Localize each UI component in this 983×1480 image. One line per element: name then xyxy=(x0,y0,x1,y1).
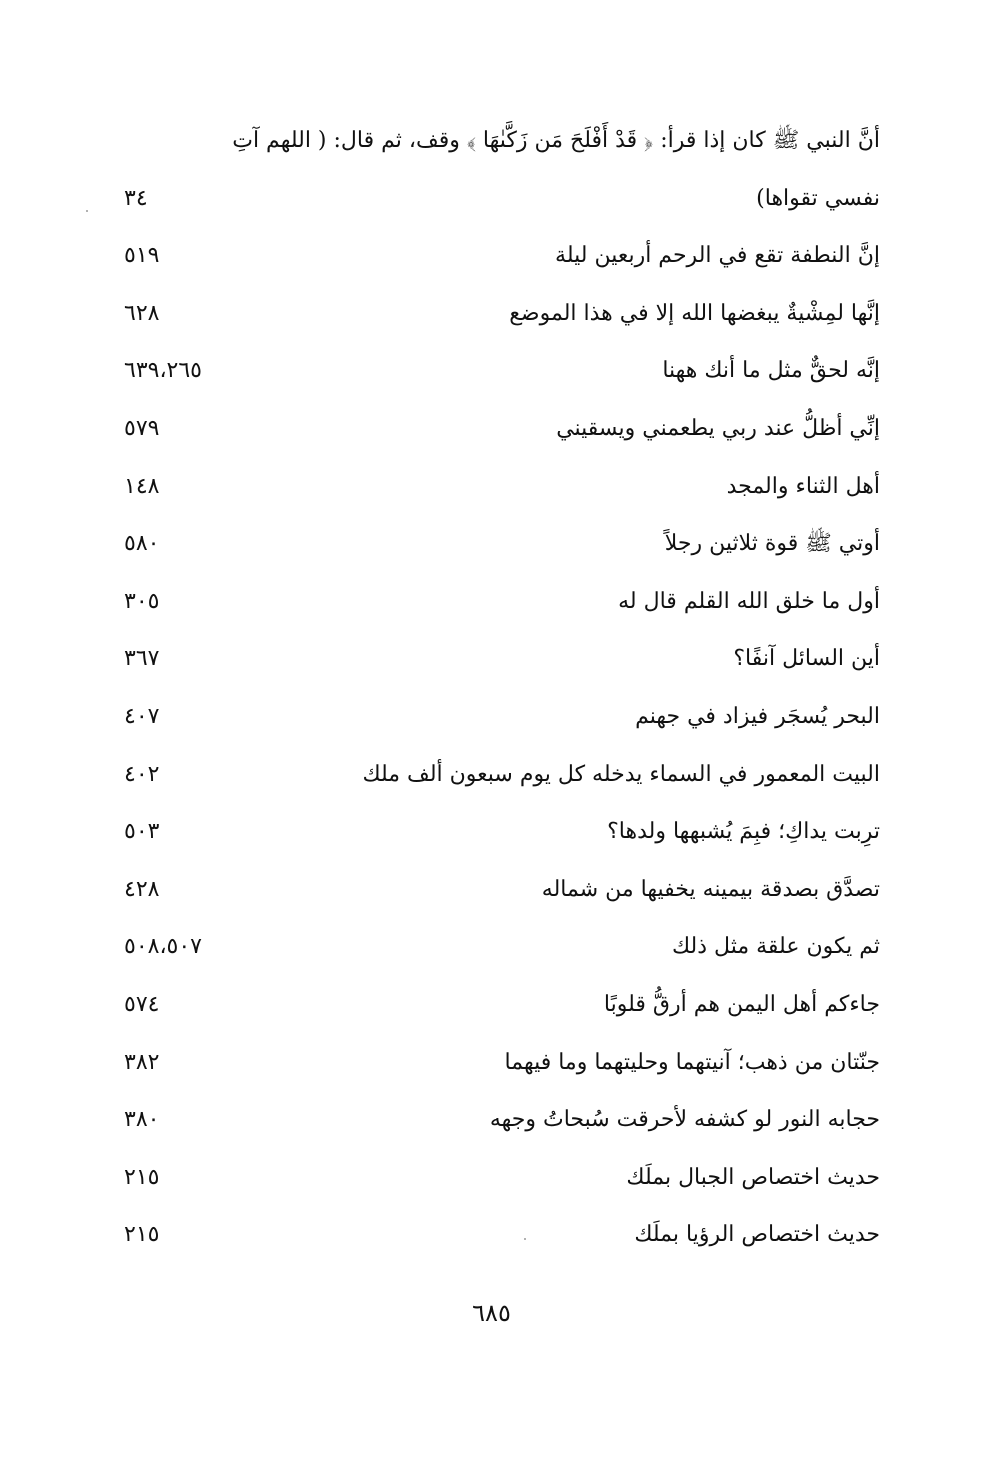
index-entry xyxy=(110,1040,880,1098)
index-entry xyxy=(110,924,880,982)
entry-page-numbers: ٣٠٥ xyxy=(124,588,160,614)
entry-text: إنَّ النطفة تقع في الرحم أربعين ليلة xyxy=(555,243,880,269)
entry-text: البيت المعمور في السماء يدخله كل يوم سبعون ألف ملك xyxy=(362,761,880,787)
entry-text: ثم يكون علقة مثل ذلك xyxy=(672,934,880,960)
entry-text: نفسي تقواها) xyxy=(756,185,880,211)
index-entry xyxy=(110,176,880,234)
entry-page-numbers: ٥٠٨،٥٠٧ xyxy=(124,934,202,960)
entry-page-numbers: ٤٠٢ xyxy=(124,761,160,787)
entry-text: أين السائل آنفًا؟ xyxy=(733,646,880,672)
entry-text: تصدَّق بصدقة بيمينه يخفيها من شماله xyxy=(541,876,880,902)
entry-page-numbers: ٣٨٠ xyxy=(124,1107,160,1133)
entry-page-numbers: ٥١٩ xyxy=(124,243,160,269)
entry-text: إنَّها لمِشْيةٌ يبغضها الله إلا في هذا الموضع xyxy=(509,300,880,326)
entry-page-numbers: ٣٦٧ xyxy=(124,646,160,672)
index-entry xyxy=(110,579,880,637)
entry-text: جنّتان من ذهب؛ آنيتهما وحليتهما وما فيهما xyxy=(504,1049,880,1075)
entry-page-numbers: ٥٠٣ xyxy=(124,819,160,845)
index-entry xyxy=(110,867,880,925)
page-number: ٦٨٥ xyxy=(472,1299,511,1327)
entry-page-numbers: ٥٨٠ xyxy=(124,531,160,557)
index-entry xyxy=(110,233,880,291)
entry-page-numbers: ٢١٥ xyxy=(124,1222,160,1248)
index-entry xyxy=(110,809,880,867)
entry-text: أوتي ﷺ قوة ثلاثين رجلاً xyxy=(664,531,880,557)
index-entry xyxy=(110,348,880,406)
entry-text: أهل الثناء والمجد xyxy=(726,473,880,499)
entry-text: حديث اختصاص الرؤيا بملَك xyxy=(634,1222,880,1248)
scan-speck xyxy=(86,210,88,212)
entry-text: حديث اختصاص الجبال بملَك xyxy=(626,1164,880,1190)
entry-page-numbers: ٤٢٨ xyxy=(124,876,160,902)
entry-page-numbers: ١٤٨ xyxy=(124,473,160,499)
entry-text: حجابه النور لو كشفه لأحرقت سُبحاتُ وجهه xyxy=(489,1107,880,1133)
index-entry xyxy=(110,1212,880,1270)
entry-page-numbers: ٤٠٧ xyxy=(124,703,160,729)
entry-page-numbers: ٣٤ xyxy=(124,185,148,211)
entry-text: إنِّي أظلُّ عند ربي يطعمني ويسقيني xyxy=(556,415,880,441)
entry-text: ترِبت يداكِ؛ فبِمَ يُشبهها ولدها؟ xyxy=(607,819,880,845)
entry-page-numbers: ٥٧٩ xyxy=(124,415,160,441)
entry-text: إنَّه لحقٌّ مثل ما أنك ههنا xyxy=(662,358,880,384)
hadith-index-list xyxy=(110,118,880,1270)
index-entry xyxy=(110,464,880,522)
index-entry xyxy=(110,521,880,579)
index-entry xyxy=(110,636,880,694)
entry-page-numbers: ٦٢٨ xyxy=(124,300,160,326)
index-entry xyxy=(110,1155,880,1213)
entry-text: البحر يُسجَر فيزاد في جهنم xyxy=(635,703,880,729)
entry-page-numbers: ٥٧٤ xyxy=(124,991,160,1017)
entry-page-numbers: ٢١٥ xyxy=(124,1164,160,1190)
entry-text: أنَّ النبي ﷺ كان إذا قرأ: ﴿ قَدْ أَفْلَحَ مَن زَكَّىٰهَا ﴾ وقف، ثم قال: ( اللهم آتِ xyxy=(232,128,880,153)
entry-text: أول ما خلق الله القلم قال له xyxy=(618,588,880,614)
entry-text: جاءكم أهل اليمن هم أرقُّ قلوبًا xyxy=(603,991,880,1017)
index-entry xyxy=(110,982,880,1040)
index-entry xyxy=(110,694,880,752)
entry-page-numbers: ٣٨٢ xyxy=(124,1049,160,1075)
entry-page-numbers: ٦٣٩،٢٦٥ xyxy=(124,358,202,384)
index-entry xyxy=(110,118,880,176)
index-entry xyxy=(110,406,880,464)
scan-speck xyxy=(524,1238,526,1240)
index-entry xyxy=(110,1097,880,1155)
index-entry xyxy=(110,752,880,810)
index-entry xyxy=(110,291,880,349)
